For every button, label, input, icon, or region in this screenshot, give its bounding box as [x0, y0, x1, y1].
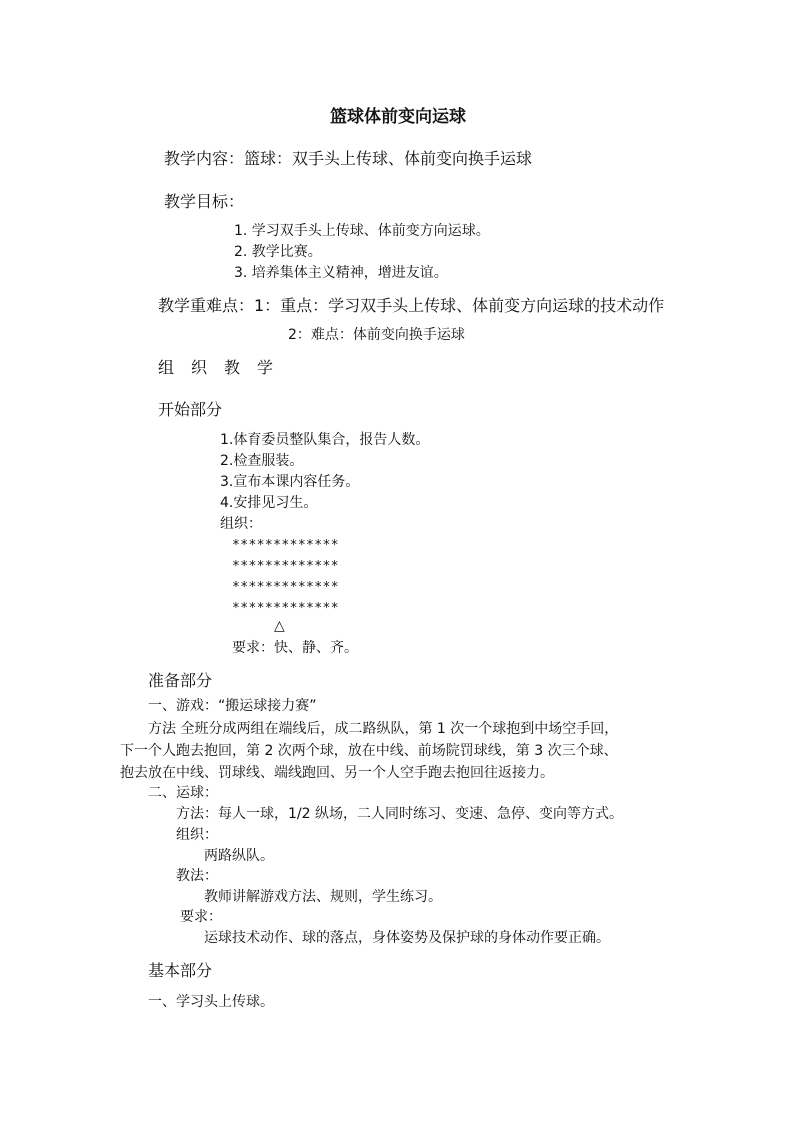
- prep-org-label: 组织：: [176, 827, 218, 843]
- prep-req-value: 运球技术动作、球的落点，身体姿势及保护球的身体动作要正确。: [204, 930, 610, 946]
- start-item: 3.宣布本课内容任务。: [220, 474, 360, 490]
- start-org-label: 组织：: [220, 516, 262, 532]
- basic-item: 一、学习头上传球。: [148, 994, 274, 1010]
- page-title: 篮球体前变向运球: [330, 107, 466, 127]
- teacher-triangle-icon: △: [274, 618, 285, 634]
- game-method-line: 抱去放在中线、罚球线、端线跑回、另一个人空手跑去抱回往返接力。: [120, 765, 554, 781]
- start-item: 2.检查服装。: [220, 453, 304, 469]
- teaching-content: 教学内容：篮球：双手头上传球、体前变向换手运球: [164, 149, 533, 168]
- organize-teaching-heading: 组织教学: [158, 358, 291, 377]
- goals-heading: 教学目标：: [164, 192, 245, 211]
- goal-item: 1. 学习双手头上传球、体前变方向运球。: [234, 223, 490, 239]
- dribble-title: 二、运球：: [148, 785, 218, 801]
- key-points-line-1: 教学重难点：1：重点：学习双手头上传球、体前变方向运球的技术动作: [158, 296, 665, 315]
- formation-row: *************: [232, 559, 339, 574]
- formation-row: *************: [232, 538, 339, 553]
- start-requirement: 要求：快、静、齐。: [232, 640, 358, 656]
- dribble-method: 方法：每人一球，1/2 纵场，二人同时练习、变速、急停、变向等方式。: [176, 806, 623, 822]
- key-points-line-2: 2：难点：体前变向换手运球: [288, 327, 465, 343]
- game-title: 一、游戏：“搬运球接力赛”: [148, 698, 317, 714]
- prep-org-value: 两路纵队。: [204, 848, 274, 864]
- teach-method-label: 教法：: [176, 868, 218, 884]
- game-method-line: 方法 全班分成两组在端线后，成二路纵队，第 1 次一个球抱到中场空手回，: [148, 721, 619, 737]
- formation-row: *************: [232, 601, 339, 616]
- basic-section-heading: 基本部分: [148, 961, 213, 980]
- start-item: 4.安排见习生。: [220, 495, 318, 511]
- goal-item: 3. 培养集体主义精神，增进友谊。: [234, 265, 448, 281]
- start-item: 1.体育委员整队集合，报告人数。: [220, 432, 430, 448]
- game-method-line: 下一个人跑去抱回，第 2 次两个球，放在中线、前场院罚球线，第 3 次三个球、: [120, 743, 618, 759]
- goal-item: 2. 教学比赛。: [234, 244, 322, 260]
- prep-req-label: 要求：: [180, 909, 222, 925]
- prep-section-heading: 准备部分: [148, 671, 213, 690]
- teach-method-value: 教师讲解游戏方法、规则，学生练习。: [204, 889, 442, 905]
- formation-row: *************: [232, 580, 339, 595]
- start-section-heading: 开始部分: [158, 400, 223, 419]
